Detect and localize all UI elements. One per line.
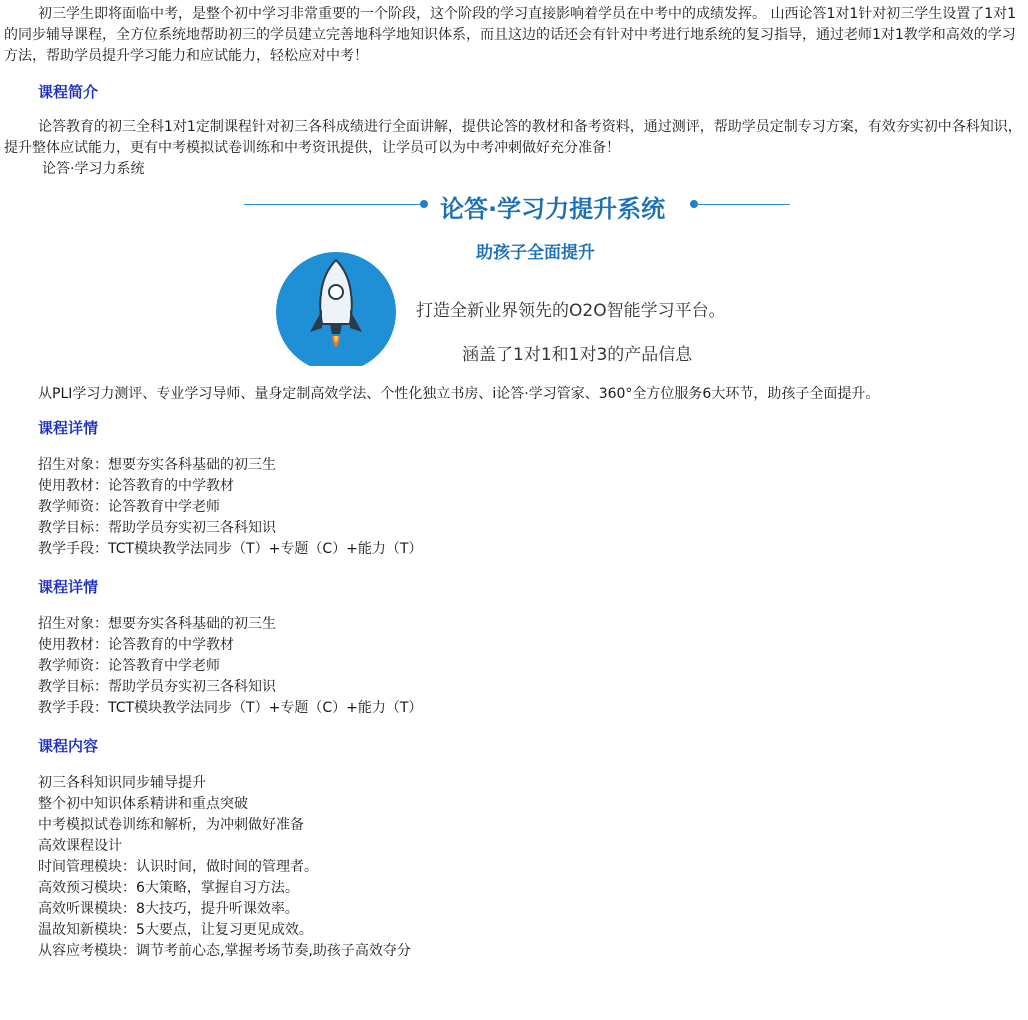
detail-line: 教学目标：帮助学员夯实初三各科知识 <box>38 520 276 536</box>
detail-line: 教学手段：TCT模块教学法同步（T）+专题（C）+能力（T） <box>38 700 423 716</box>
detail-line: 教学师资：论答教育中学老师 <box>38 658 220 674</box>
banner-caption: 从PLI学习力测评、专业学习导师、量身定制高效学法、个性化独立书房、i论答·学习管家、360°全方位服务6大环节，助孩子全面提升。 <box>38 386 880 402</box>
content-line: 初三各科知识同步辅导提升 <box>38 775 206 791</box>
detail-line: 招生对象：想要夯实各科基础的初三生 <box>38 616 276 632</box>
detail-line: 教学师资：论答教育中学老师 <box>38 499 220 515</box>
detail-line: 招生对象：想要夯实各科基础的初三生 <box>38 457 276 473</box>
banner-line-platform: 打造全新业界领先的O2O智能学习平台。 <box>416 301 726 321</box>
details-heading-1: 课程详情 <box>38 419 99 437</box>
rocket-icon <box>274 250 398 366</box>
detail-line: 使用教材：论答教育的中学教材 <box>38 478 234 494</box>
content-line: 高效课程设计 <box>38 838 122 854</box>
intro-paragraph: 初三学生即将面临中考，是整个初中学习非常重要的一个阶段，这个阶段的学习直接影响着学员在中考中的成绩发挥。 山西论答1对1针对初三学生设置了1对1的同步辅导课程，全方位系统地帮助初三的学员建立完善地科学地知识体系，而且这边的话还会有针对中考进行地系统的复习指导，通过老师1对1教学和高效的学习方法，帮助学员提升学习能力和应试能力，轻松应对中考！ <box>4 6 1017 64</box>
content-line: 整个初中知识体系精讲和重点突破 <box>38 796 248 812</box>
details-list-1 <box>4 455 1024 560</box>
content-line: 高效听课模块：8大技巧，提升听课效率。 <box>38 901 299 917</box>
banner-dot-left <box>420 200 428 208</box>
learning-system-banner <box>240 192 800 372</box>
details-list-2 <box>4 614 1024 719</box>
details-heading-2: 课程详情 <box>38 578 99 596</box>
system-caption: 论答·学习力系统 <box>42 161 145 177</box>
banner-line-products: 涵盖了1对1和1对3的产品信息 <box>462 345 693 365</box>
detail-line: 使用教材：论答教育的中学教材 <box>38 637 234 653</box>
detail-line: 教学手段：TCT模块教学法同步（T）+专题（C）+能力（T） <box>38 541 423 557</box>
course-intro-heading: 课程简介 <box>38 83 99 101</box>
detail-line: 教学目标：帮助学员夯实初三各科知识 <box>38 679 276 695</box>
banner-rule-left <box>244 204 420 205</box>
content-line: 从容应考模块：调节考前心态,掌握考场节奏,助孩子高效夺分 <box>38 943 411 959</box>
content-line: 温故知新模块：5大要点，让复习更见成效。 <box>38 922 313 938</box>
content-line: 高效预习模块：6大策略，掌握自习方法。 <box>38 880 299 896</box>
banner-subtitle: 助孩子全面提升 <box>476 243 595 263</box>
course-content-heading: 课程内容 <box>38 737 99 755</box>
article <box>4 0 1024 962</box>
course-intro-paragraph: 论答教育的初三全科1对1定制课程针对初三各科成绩进行全面讲解，提供论答的教材和备考资料，通过测评，帮助学员定制专习方案，有效夯实初中各科知识，提升整体应试能力，更有中考模拟试卷训练和中考资讯提供，让学员可以为中考冲刺做好充分准备！ <box>4 119 1022 156</box>
content-line: 时间管理模块：认识时间，做时间的管理者。 <box>38 859 318 875</box>
content-line: 中考模拟试卷训练和解析，为冲刺做好准备 <box>38 817 304 833</box>
banner-title: 论答·学习力提升系统 <box>440 195 666 223</box>
banner-rule-right <box>694 204 790 205</box>
course-content-list <box>4 773 1024 962</box>
